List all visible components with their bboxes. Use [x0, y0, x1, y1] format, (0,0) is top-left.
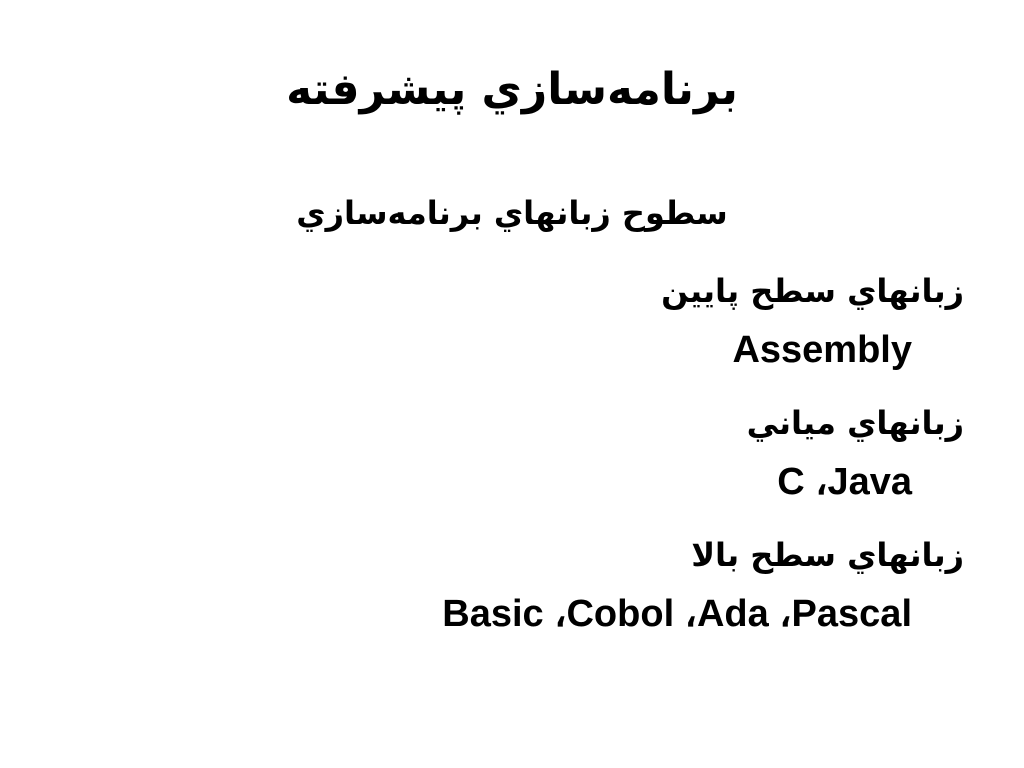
list-item — [264, 262, 964, 380]
level-examples-high: Basic ،Cobol ،Ada ،Pascal — [442, 593, 912, 635]
language-levels-list — [264, 262, 964, 658]
level-name-middle: زبانهاي مياني — [746, 404, 964, 442]
slide-title: برنامه‌سازي پيشرفته — [286, 64, 738, 115]
slide-subtitle: سطوح زبانهاي برنامه‌سازي — [296, 194, 728, 232]
level-examples-low: Assembly — [732, 329, 912, 371]
level-name-high: زبانهاي سطح بالا — [691, 536, 964, 574]
level-examples-middle: C ،Java — [777, 461, 912, 503]
list-item — [264, 526, 964, 644]
level-name-low: زبانهاي سطح پايين — [661, 272, 964, 310]
list-item — [264, 394, 964, 512]
